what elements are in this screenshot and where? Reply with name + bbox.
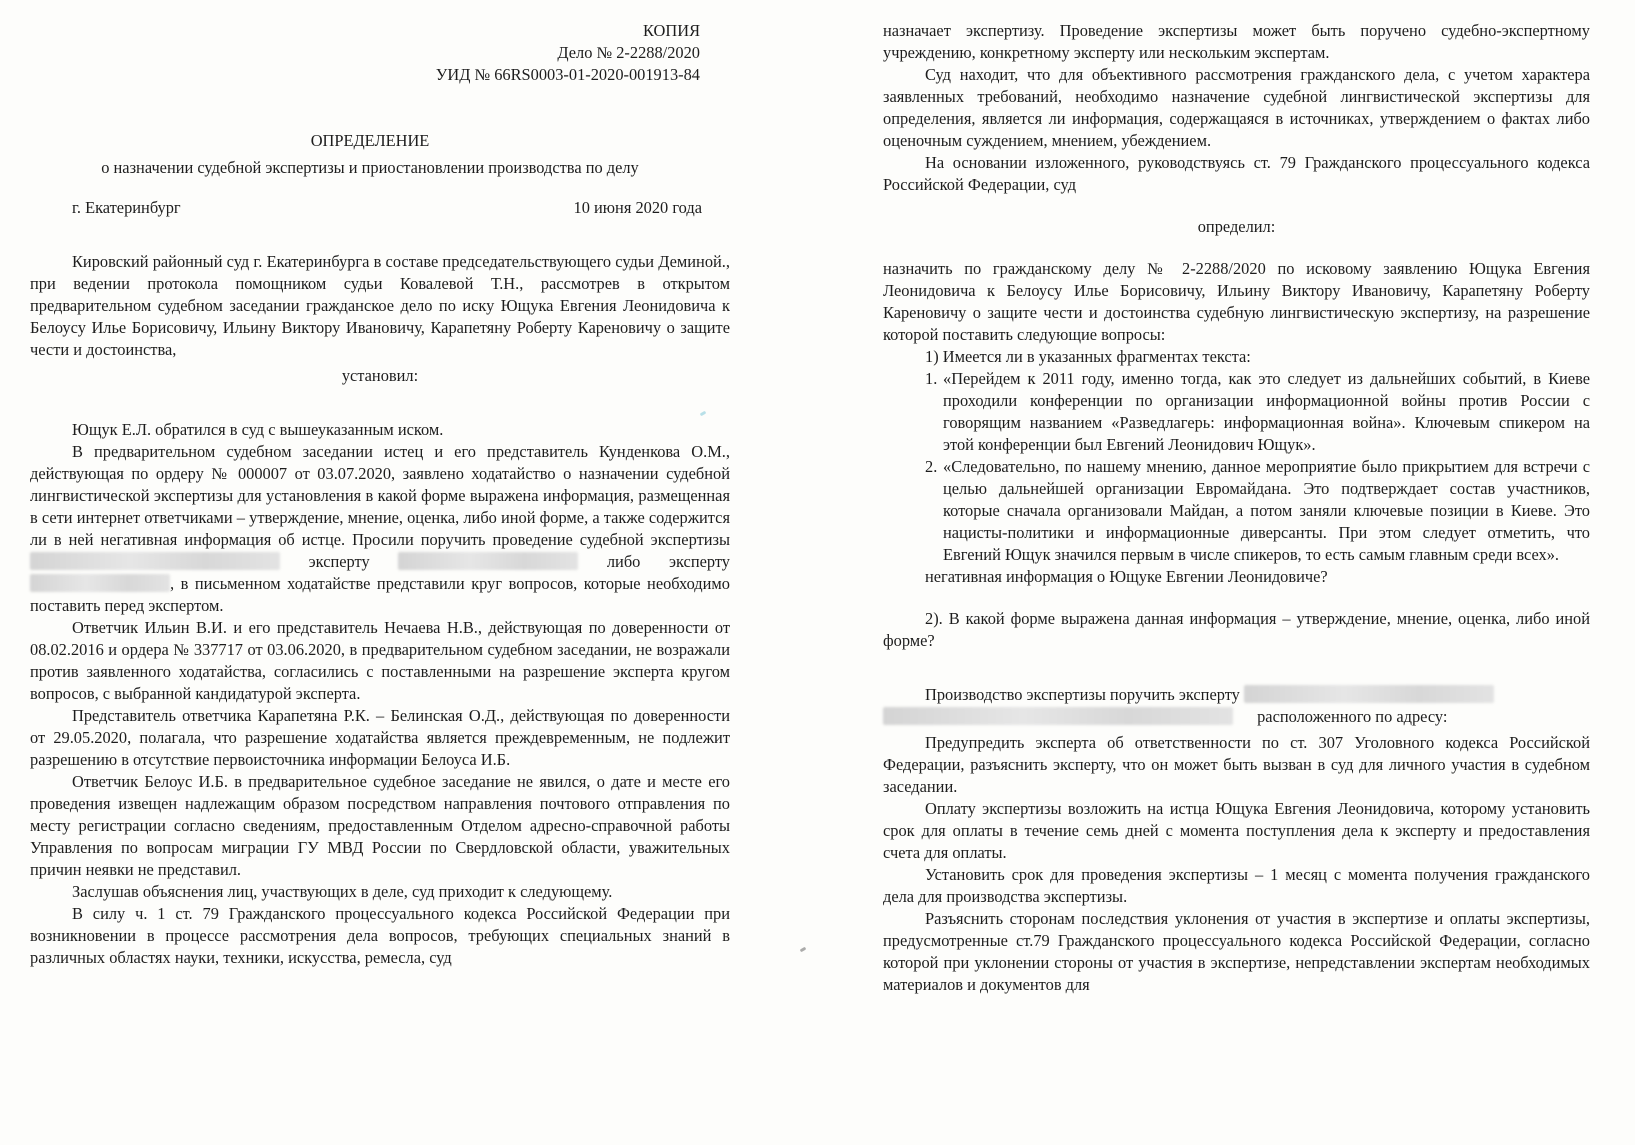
paragraph: Разъяснить сторонам последствия уклонения от участия в экспертизе и оплаты экспертизы, предусмотренные ст.79 Гражданского процессуального кодекса Российской Федерации, согласно которой при уклонении стороны от участия в экспертизе, непредставлении экспертам необходимых материалов и документов для [883,909,1590,994]
paragraph: Ющук Е.Л. обратился в суд с вышеуказанным иском. [72,420,444,439]
quote-item-2 [883,456,1590,566]
expert-assignment [883,684,1590,728]
item-number: 1. [925,369,938,388]
redacted-expert [1244,685,1494,703]
redacted-expert-name [398,552,578,570]
place-date-line [30,197,702,219]
redacted-organization [883,707,1233,725]
established-heading: установил: [341,366,419,385]
paragraph: назначает экспертизу. Проведение экспертизы может быть поручено судебно-экспертному учреждению, конкретному эксперту или нескольким экспертам. [883,21,1590,62]
item-number: 2. [925,457,938,476]
paragraph: На основании изложенного, руководствуясь ст. 79 Гражданского процессуального кодекса Российской Федерации, суд [883,153,1590,194]
question-1: 1) Имеется ли в указанных фрагментах текста: [925,347,1251,366]
city: г. Екатеринбург [72,198,181,217]
expert-word: эксперту [308,552,370,571]
paragraph: Предупредить эксперта об ответственности по ст. 307 Уголовного кодекса Российской Федерации, разъяснить эксперту, что он может быть вызван в суд для личного участия в судебном заседании. [883,733,1590,796]
document-header [30,20,700,86]
date: 10 июня 2020 года [573,198,702,217]
uid-number: УИД № 66RS0003-01-2020-001913-84 [435,65,700,84]
paragraph: Оплату экспертизы возложить на истца Ющука Евгения Леонидовича, которому установить срок для оплаты в течение семь дней с момента поступления дела к эксперту и предоставления счета для оплаты. [883,799,1590,862]
document-page-right [815,0,1635,1145]
redacted-expert-name-2 [30,574,170,592]
motion-paragraph [30,441,730,617]
paragraph: Установить срок для проведения экспертизы – 1 месяц с момента получения гражданского дела для производства экспертизы. [883,865,1590,906]
paragraph: Представитель ответчика Карапетяна Р.К. – Белинская О.Д., действующая по доверенности от 29.05.2020, полагала, что разрешение ходатайства является преждевременным, не подлежит разрешению в отсутствие первоисточника информации Белоуса И.Б. [30,706,730,769]
quote-item-1 [883,368,1590,456]
document-subtitle: о назначении судебной экспертизы и приостановлении производства по делу [101,158,639,177]
assignment-text: Производство экспертизы поручить эксперту [925,685,1240,704]
or-expert-text: либо эксперту [606,552,730,571]
paragraph: Ответчик Ильин В.И. и его представитель Нечаева Н.В., действующая по доверенности от 08.02.2016 и ордера № 337717 от 03.06.2020, в предварительном судебном заседании, не возражали против заявленного ходатайства, согласились с поставленными на разрешение эксперта кругом вопросов, с выбранной кандидатурой эксперта. [30,618,730,703]
quote-text: «Следовательно, по нашему мнению, данное мероприятие было прикрытием для встречи с целью дальнейшей организации Евромайдана. Это подтверждает состав участников, которые сначала организовали Майдан, а потом заняли ключевые позиции в Киеве. Это нацисты-политики и информационные диверсанты. При этом следует отметить, что Евгений Ющук значился первым в числе спикеров, то есть самым главным среди всех». [943,457,1590,564]
decision-paragraph: назначить по гражданскому делу № 2-2288/2020 по исковому заявлению Ющука Евгения Леонидовича к Белоусу Илье Борисовичу, Ильину Виктору Ивановичу, Карапетяну Роберту Кареновичу о защите чести и достоинства судебную лингвистическую экспертизу, на разрешение которой поставить следующие вопросы: [883,259,1590,344]
document-page-left [0,0,815,1145]
page-right-text [883,20,1590,996]
document-title: ОПРЕДЕЛЕНИЕ [310,131,430,150]
paragraph: Заслушав объяснения лиц, участвующих в деле, суд приходит к следующему. [72,882,613,901]
motion-text-end: , в письменном ходатайстве представили круг вопросов, которые необходимо поставить перед экспертом. [30,574,730,615]
address-label: расположенного по адресу: [1257,707,1448,726]
question-1-end: негативная информация о Ющуке Евгении Леонидовиче? [925,567,1328,586]
paragraph: Ответчик Белоус И.Б. в предварительное судебное заседание не явился, о дате и месте его проведения извещен надлежащим образом посредством направления почтового отправления по месту регистрации согласно сведениям, предоставленным Отделом адресно-справочной работы Управления по вопросам миграции ГУ МВД России по Свердловской области, уважительных причин неявки не представил. [30,772,730,879]
decided-heading: определил: [1197,217,1276,236]
intro-paragraph: Кировский районный суд г. Екатеринбурга в составе председательствующего судьи Деминой., при ведении протокола помощником судьи Ковалевой Т.Н., рассмотрев в открытом предварительном судебном заседании гражданское дело по иску Ющука Евгения Леонидовича к Белоусу Илье Борисовичу, Ильину Виктору Ивановичу, Карапетяну Роберту Кареновичу о защите чести и достоинства, [30,252,730,359]
question-2: 2). В какой форме выражена данная информация – утверждение, мнение, оценка, либо иной форме? [883,609,1590,650]
motion-text: В предварительном судебном заседании истец и его представитель Кунденкова О.М., действующая по ордеру № 000007 от 03.07.2020, заявлено ходатайство о назначении судебной лингвистической экспертизы для установления в какой форме выражена информация, размещенная в сети интернет ответчиками – утверждение, мнение, оценка, либо иной форме, а также содержится ли в ней негативная информация об истце. Просили поручить проведение судебной экспертизы [30,442,730,549]
redacted-institution [30,552,280,570]
copy-mark: КОПИЯ [643,21,700,40]
page-left-text [30,20,730,969]
case-number: Дело № 2-2288/2020 [557,43,700,62]
paragraph: В силу ч. 1 ст. 79 Гражданского процессуального кодекса Российской Федерации при возникновении в процессе рассмотрения дела вопросов, требующих специальных знаний в различных областях науки, техники, искусства, ремесла, суд [30,904,730,967]
quote-text: «Перейдем к 2011 году, именно тогда, как это следует из дальнейших событий, в Киеве проходили конференции по организации информационной войны против России с говорящим названием «Разведлагерь: информационная война». Ключевым спикером на этой конференции был Евгений Леонидович Ющук». [943,369,1590,454]
paragraph: Суд находит, что для объективного рассмотрения гражданского дела, с учетом характера заявленных требований, необходимо назначение судебной лингвистической экспертизы для определения, является ли информация, содержащаяся в источниках, утверждением о фактах либо оценочным суждением, мнением, убеждением. [883,65,1590,150]
